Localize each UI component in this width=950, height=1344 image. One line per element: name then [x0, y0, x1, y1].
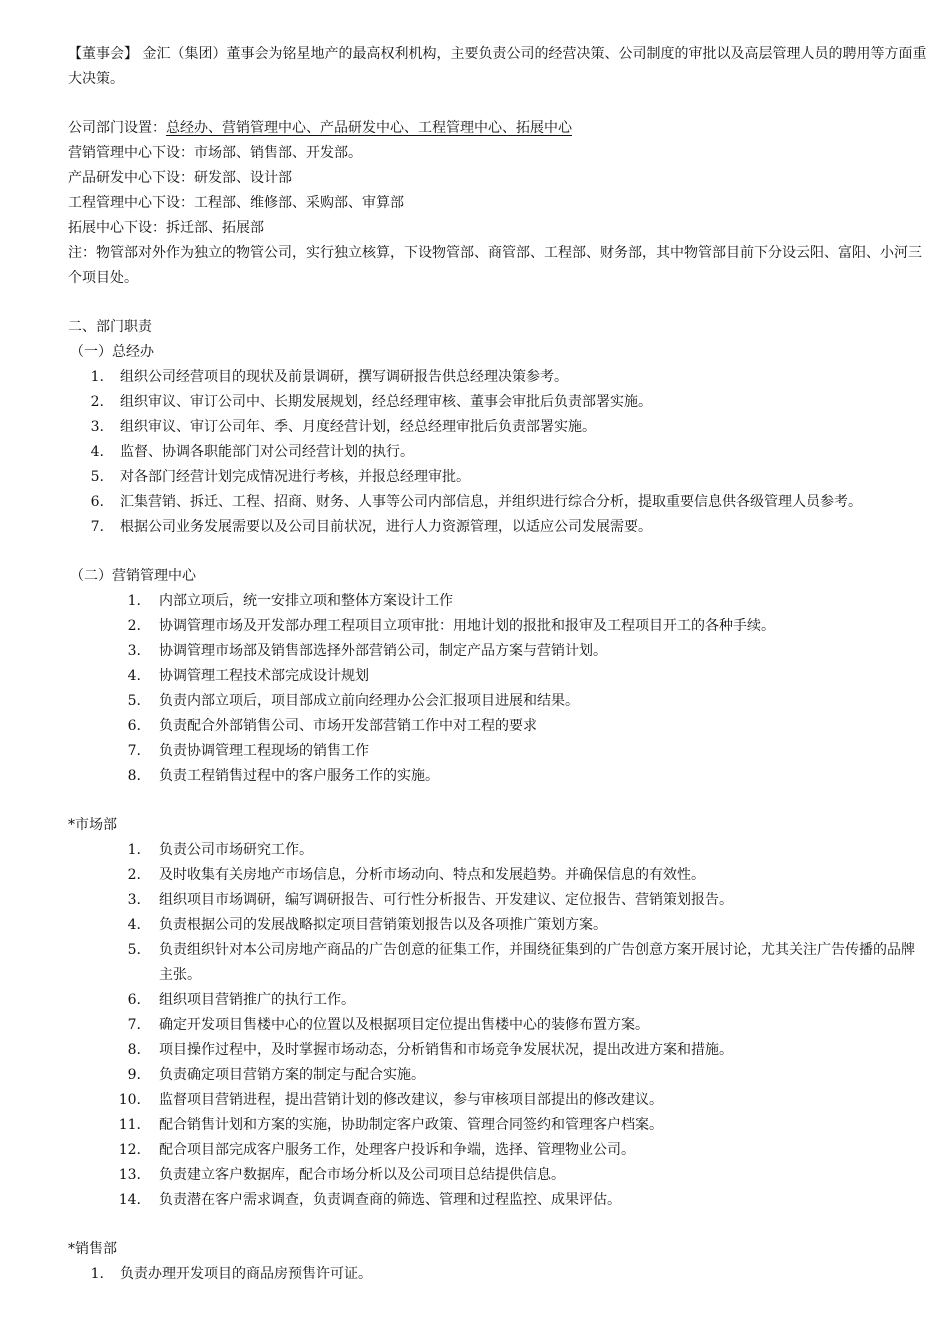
marketing-center-heading: （二）营销管理中心: [70, 568, 196, 584]
spacer: [68, 92, 928, 116]
list-item: 4. 监督、协调各职能部门对公司经营计划的执行。: [90, 444, 414, 460]
list-item: 2. 及时收集有关房地产市场信息，分析市场动向、特点和发展趋势。并确保信息的有效性。: [127, 867, 705, 883]
list-item: 3. 组织审议、审订公司年、季、月度经营计划，经总经理审批后负责部署实施。: [90, 419, 596, 435]
property-note: 注：物管部对外作为独立的物管公司，实行独立核算，下设物管部、商管部、工程部、财务部，其中物管部目前下分设云阳、富阳、小河三个项目处。: [68, 245, 922, 286]
section-title: 二、部门职责: [68, 319, 152, 335]
list-item: 3. 协调管理市场部及销售部选择外部营销公司，制定产品方案与营销计划。: [127, 643, 607, 659]
sales-dept-heading: *销售部: [68, 1241, 117, 1257]
list-item: 7. 确定开发项目售楼中心的位置以及根据项目定位提出售楼中心的装修布置方案。: [127, 1017, 649, 1033]
list-item: 8. 项目操作过程中，及时掌握市场动态，分析销售和市场竞争发展状况，提出改进方案和措施。: [127, 1042, 733, 1058]
list-item: 11. 配合销售计划和方案的实施，协助制定客户政策、管理合同签约和管理客户档案。: [118, 1117, 663, 1133]
department-setup: [68, 116, 928, 141]
list-item: 7. 负责协调管理工程现场的销售工作: [127, 743, 369, 759]
general-office-heading: （一）总经办: [70, 344, 154, 360]
list-item: 12. 配合项目部完成客户服务工作，处理客户投诉和争端，选择、管理物业公司。: [118, 1142, 635, 1158]
list-item: 2. 组织审议、审订公司中、长期发展规划，经总经理审核、董事会审批后负责部署实施。: [90, 394, 652, 410]
marketing-center-subdepts: 营销管理中心下设：市场部、销售部、开发部。: [68, 145, 362, 161]
expansion-center-subdepts: 拓展中心下设：拆迁部、拓展部: [68, 220, 264, 236]
engineering-center-subdepts: 工程管理中心下设：工程部、维修部、采购部、审算部: [68, 195, 404, 211]
board-paragraph: [68, 0, 928, 92]
list-item: 6. 负责配合外部销售公司、市场开发部营销工作中对工程的要求: [127, 718, 537, 734]
department-setup-prefix: 公司部门设置：: [68, 120, 166, 136]
list-item: 1. 负责办理开发项目的商品房预售许可证。: [90, 1266, 372, 1282]
marketing-center-list: [68, 589, 928, 789]
sales-dept-list: [68, 1262, 928, 1287]
list-item: 6. 组织项目营销推广的执行工作。: [127, 992, 355, 1008]
list-item: 13. 负责建立客户数据库，配合市场分析以及公司项目总结提供信息。: [118, 1167, 565, 1183]
list-item: 3. 组织项目市场调研，编写调研报告、可行性分析报告、开发建议、定位报告、营销策划报告。: [127, 892, 733, 908]
list-item: 1. 组织公司经营项目的现状及前景调研，撰写调研报告供总经理决策参考。: [90, 369, 568, 385]
list-item: 1. 内部立项后，统一安排立项和整体方案设计工作: [127, 593, 453, 609]
market-dept-heading: *市场部: [68, 817, 117, 833]
spacer: [68, 540, 928, 564]
list-item: 2. 协调管理市场及开发部办理工程项目立项审批：用地计划的报批和报审及工程项目开工的各种手续。: [127, 618, 775, 634]
list-item: 9. 负责确定项目营销方案的制定与配合实施。: [127, 1067, 425, 1083]
spacer: [68, 291, 928, 315]
market-dept-list: [68, 838, 928, 1213]
department-list: 总经办、营销管理中心、产品研发中心、工程管理中心、拓展中心: [166, 120, 572, 136]
general-office-list: [68, 365, 928, 540]
board-label: 【董事会】: [68, 46, 138, 62]
board-text: 金汇（集团）董事会为铭星地产的最高权利机构，主要负责公司的经营决策、公司制度的审批以及高层管理人员的聘用等方面重大决策。: [68, 46, 927, 87]
list-item: 7. 根据公司业务发展需要以及公司目前状况，进行人力资源管理，以适应公司发展需要。: [90, 519, 652, 535]
list-item: 5. 对各部门经营计划完成情况进行考核，并报总经理审批。: [90, 469, 470, 485]
list-item: 14. 负责潜在客户需求调查，负责调查商的筛选、管理和过程监控、成果评估。: [118, 1192, 621, 1208]
spacer: [68, 789, 928, 813]
list-item: 5. 负责组织针对本公司房地产商品的广告创意的征集工作，并围绕征集到的广告创意方案开展讨论，尤其关注广告传播的品牌主张。: [127, 942, 915, 983]
list-item: 4. 负责根据公司的发展战略拟定项目营销策划报告以及各项推广策划方案。: [127, 917, 607, 933]
list-item: 4. 协调管理工程技术部完成设计规划: [127, 668, 369, 684]
rnd-center-subdepts: 产品研发中心下设：研发部、设计部: [68, 170, 292, 186]
list-item: 6. 汇集营销、拆迁、工程、招商、财务、人事等公司内部信息，并组织进行综合分析，提取重要信息供各级管理人员参考。: [90, 494, 862, 510]
list-item: 1. 负责公司市场研究工作。: [127, 842, 313, 858]
spacer: [68, 1213, 928, 1237]
list-item: 10. 监督项目营销进程，提出营销计划的修改建议，参与审核项目部提出的修改建议。: [118, 1092, 663, 1108]
list-item: 8. 负责工程销售过程中的客户服务工作的实施。: [127, 768, 439, 784]
list-item: 5. 负责内部立项后，项目部成立前向经理办公会汇报项目进展和结果。: [127, 693, 579, 709]
